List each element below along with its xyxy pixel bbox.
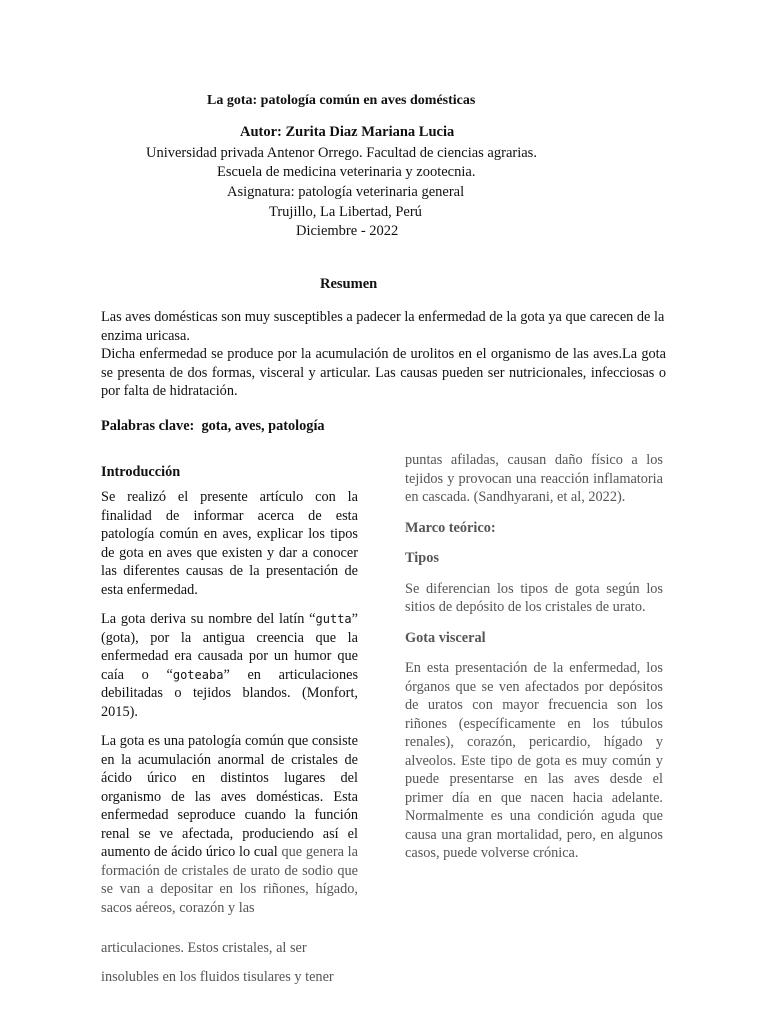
gota-visceral-paragraph: En esta presentación de la enfermedad, los órganos que se ven afectados por depósitos de uratos con mayor frecuencia son los riñones (específicamente en los túbulos renales), corazón, pericardio, hígado y alveolos. Este tipo de gota es muy común y puede presentarse en las aves desde el primer día en que nacen hacia adelante. Normalmente es una condición aguda que causa una gran mortalidad, pero, en algunos casos, puede volverse crónica. (405, 660, 663, 861)
keywords-line (101, 417, 325, 436)
abstract-paragraph-1: Las aves domésticas son muy susceptibles a padecer la enfermedad de la gota ya que carecen de la enzima uricasa. (101, 309, 665, 344)
intro-paragraph-4: articulaciones. Estos cristales, al ser (101, 940, 307, 956)
affiliation-university: Universidad privada Antenor Orrego. Facultad de ciencias agrarias. (146, 145, 537, 161)
intro-heading: Introducción (101, 464, 181, 480)
affiliation-location: Trujillo, La Libertad, Perú (269, 204, 422, 220)
affiliation-school: Escuela de medicina veterinaria y zootecnia. (217, 164, 476, 180)
intro-p2-part-a: La gota deriva su nombre del latín “ (101, 611, 316, 627)
tipos-heading: Tipos (405, 550, 439, 566)
abstract-heading: Resumen (320, 276, 378, 292)
tipos-paragraph: Se diferencian los tipos de gota según los sitios de depósito de los cristales de urato. (405, 580, 663, 615)
intro-p3-dark: La gota es una patología común que consiste en la acumulación anormal de cristales de ácido úrico en distintos lugares del organismo de las aves domésticas. Esta enfermedad seproduce cuando la función renal se ve afectada, produciendo así el aumento de ácido úrico lo cual (101, 733, 358, 860)
intro-paragraph-5: insolubles en los fluidos tisulares y tener (101, 969, 334, 985)
intro-p2-part-c: ” en articulaciones debilitadas o tejidos blandos. (Monfort, 2015). (101, 666, 359, 720)
intro-paragraph-2 (101, 610, 358, 721)
intro-p3-gray: que genera la formación de cristales de urato de sodio que se van a depositar en los riñones, hígado, sacos aéreos, corazón y las (101, 844, 358, 916)
gota-visceral-heading: Gota visceral (405, 629, 486, 646)
word-goteaba: goteaba (172, 667, 224, 682)
keywords-values: gota, aves, patología (201, 418, 325, 434)
marco-teorico-heading: Marco teórico: (405, 519, 496, 536)
affiliation-course: Asignatura: patología veterinaria general (227, 184, 465, 200)
keywords-label: Palabras clave: (101, 418, 195, 434)
intro-paragraph-3 (101, 732, 358, 917)
author-line: Autor: Zurita Diaz Mariana Lucia (240, 124, 455, 140)
abstract-body (101, 308, 666, 401)
abstract-paragraph-2: Dicha enfermedad se produce por la acumulación de urolitos en el organismo de las aves.La gota se presenta de dos formas, visceral y articular. Las causas pueden ser nutricionales, infecciosas o por falta de hidratación. (101, 346, 666, 399)
latin-word-gutta: gutta (315, 612, 352, 626)
right-column (405, 451, 663, 863)
continuation-paragraph: puntas afiladas, causan daño físico a los tejidos y provocan una reacción inflamatoria en cascada. (Sandhyarani, et al, 2022). (405, 452, 663, 505)
intro-p2-part-b: ” (gota), por la antigua creencia que la enfermedad era causada por un humor que caía o “ (101, 611, 358, 683)
left-column (101, 488, 358, 917)
intro-paragraph-1: Se realizó el presente artículo con la finalidad de informar acerca de esta patología común en aves, explicar los tipos de gota en aves que existen y dar a conocer las diferentes causas de la presentación de esta enfermedad. (101, 489, 358, 598)
affiliation-date: Diciembre - 2022 (296, 223, 399, 239)
paper-title: La gota: patología común en aves domésticas (207, 93, 476, 108)
